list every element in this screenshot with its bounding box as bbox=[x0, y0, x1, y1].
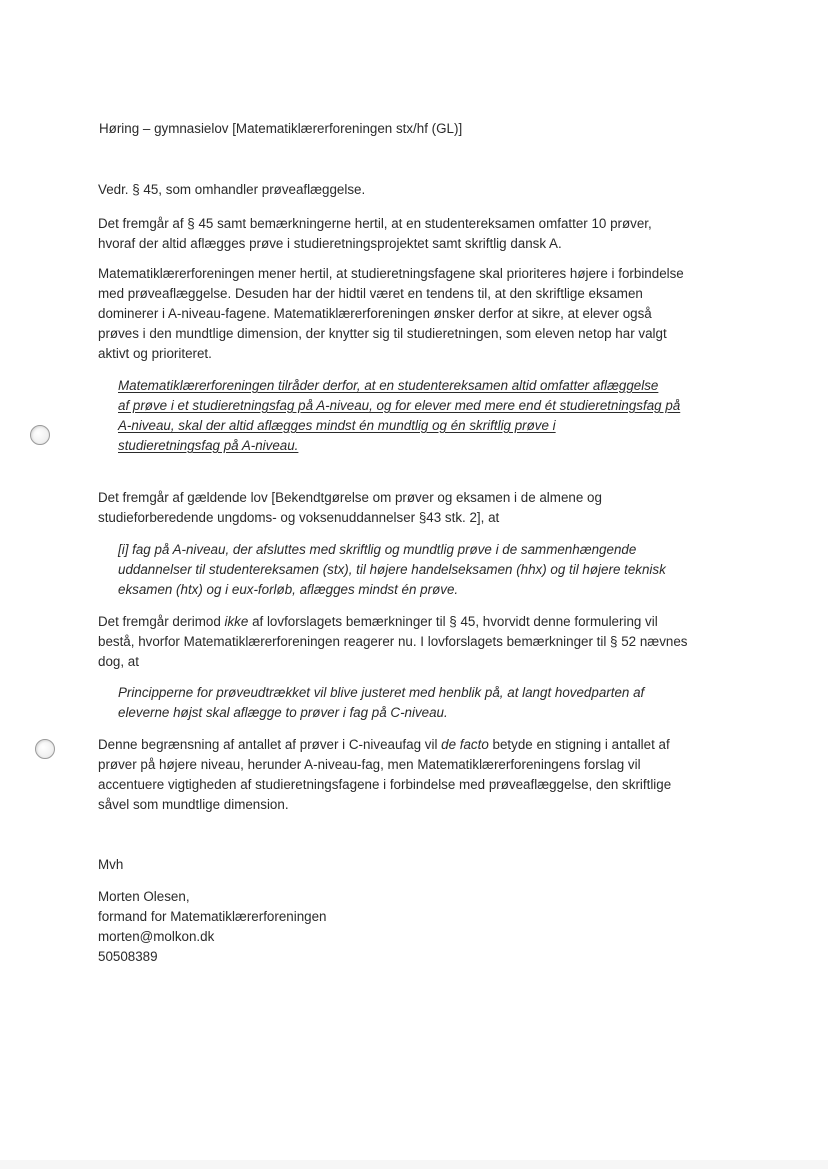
text-line: Det fremgår af gældende lov [Bekendtgørelse om prøver og eksamen i de almene og bbox=[98, 490, 602, 505]
punch-hole-bottom bbox=[35, 739, 55, 759]
scan-bottom-edge bbox=[0, 1160, 828, 1169]
text-line: hvoraf der altid aflægges prøve i studieretningsprojektet samt skriftlig dansk A. bbox=[98, 236, 562, 251]
text-segment: betyde en stigning i antallet af bbox=[488, 737, 670, 752]
signer-name: Morten Olesen, bbox=[98, 889, 190, 904]
text-line: dominerer i A-niveau-fagene. Matematiklærerforeningen ønsker derfor at sikre, at elever også bbox=[98, 306, 652, 321]
signer-title: formand for Matematiklærerforeningen bbox=[98, 909, 327, 924]
text-line: Matematiklærerforeningen tilråder derfor, at en studentereksamen altid omfatter aflæggelse bbox=[118, 378, 659, 393]
text-line: A-niveau, skal der altid aflægges mindst én mundtlig og én skriftlig prøve i bbox=[118, 418, 556, 433]
paragraph-current-law bbox=[98, 488, 738, 528]
text-line: prøves i den mundtlige dimension, der knytter sig til studieretningen, som eleven netop har valgt bbox=[98, 326, 667, 341]
law-quote bbox=[118, 540, 738, 600]
text-line: Principperne for prøveudtrækket vil blive justeret med henblik på, at langt hovedparten af bbox=[118, 685, 645, 700]
text-line bbox=[98, 612, 738, 632]
text-line: Vedr. § 45, som omhandler prøveaflæggelse. bbox=[98, 182, 366, 197]
text-segment: Denne begrænsning af antallet af prøver i C-niveaufag vil bbox=[98, 737, 442, 752]
text-line: studieretningsfag på A-niveau. bbox=[118, 438, 299, 453]
text-line: eleverne højst skal aflægge to prøver i fag på C-niveau. bbox=[118, 705, 448, 720]
text-line: af prøve i et studieretningsfag på A-niveau, og for elever med mere end ét studieretningsfag på bbox=[118, 398, 681, 413]
paragraph-bill-remarks bbox=[98, 612, 738, 672]
signature-block bbox=[98, 887, 738, 967]
signer-email: morten@molkon.dk bbox=[98, 929, 215, 944]
text-line: Mvh bbox=[98, 857, 124, 872]
paragraph-position bbox=[98, 264, 738, 364]
recommendation-quote bbox=[118, 376, 738, 456]
text-line: accentuere vigtigheden af studieretningsfagene i forbindelse med prøveaflæggelse, den skriftlige bbox=[98, 777, 672, 792]
text-line: eksamen (htx) og i eux-forløb, aflægges mindst én prøve. bbox=[118, 582, 459, 597]
text-line: prøver på højere niveau, herunder A-niveau-fag, men Matematiklærerforeningens forslag vil bbox=[98, 757, 641, 772]
text-line: bestå, hvorfor Matematiklærerforeningen reagerer nu. I lovforslagets bemærkninger til § 52 nævnes bbox=[98, 634, 688, 649]
punch-hole-top bbox=[30, 425, 50, 445]
text-line: aktivt og prioriteret. bbox=[98, 346, 212, 361]
principles-quote bbox=[118, 683, 738, 723]
text-line: dog, at bbox=[98, 654, 139, 669]
emphasis-text: ikke bbox=[224, 614, 249, 629]
text-line: Det fremgår af § 45 samt bemærkningerne hertil, at en studentereksamen omfatter 10 prøver, bbox=[98, 216, 652, 231]
text-line: [i] fag på A-niveau, der afsluttes med skriftlig og mundtlig prøve i de sammenhængende bbox=[118, 542, 637, 557]
text-line: såvel som mundtlige dimension. bbox=[98, 797, 289, 812]
text-segment: af lovforslagets bemærkninger til § 45, hvorvidt denne formulering vil bbox=[248, 614, 658, 629]
document-title: Høring – gymnasielov [Matematiklærerforeningen stx/hf (GL)] bbox=[99, 121, 463, 136]
text-line: uddannelser til studentereksamen (stx), til højere handelseksamen (hhx) og til højere teknisk bbox=[118, 562, 666, 577]
text-line: studieforberedende ungdoms- og voksenuddannelser §43 stk. 2], at bbox=[98, 510, 500, 525]
closing-greeting bbox=[98, 855, 738, 875]
text-line: med prøveaflæggelse. Desuden har der hidtil været en tendens til, at den skriftlige eksamen bbox=[98, 286, 643, 301]
paragraph-reference bbox=[98, 180, 738, 200]
text-line: Matematiklærerforeningen mener hertil, at studieretningsfagene skal prioriteres højere i forbindelse bbox=[98, 266, 684, 281]
signer-phone: 50508389 bbox=[98, 949, 158, 964]
paragraph-exam-scope bbox=[98, 214, 738, 254]
paragraph-conclusion bbox=[98, 735, 738, 815]
emphasis-text: de facto bbox=[441, 737, 489, 752]
text-segment: Det fremgår derimod bbox=[98, 614, 225, 629]
text-line bbox=[98, 735, 738, 755]
